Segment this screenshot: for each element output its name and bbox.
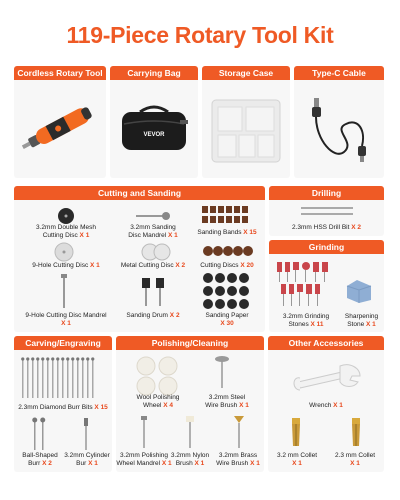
label-sanding-mandrel: 3.2mm Sanding Disc Mandrel X 1 xyxy=(128,224,178,239)
rotary-tool-image xyxy=(14,80,106,178)
label-sharpening-stone: Sharpening Stone X 1 xyxy=(344,313,379,328)
metal-disc-image xyxy=(140,240,172,264)
panel-carving-engraving xyxy=(14,336,112,472)
label-sanding-drum: Sanding Drum X 2 xyxy=(126,312,180,319)
steel-brush-image xyxy=(214,354,230,390)
cutting-discs-image xyxy=(202,240,254,262)
panel-header: Drilling xyxy=(269,186,384,200)
nylon-brush-image xyxy=(184,414,196,450)
panel-storage-case xyxy=(202,66,290,178)
panel-header: Grinding xyxy=(269,240,384,254)
panel-header: Cordless Rotary Tool xyxy=(14,66,106,80)
bag-logo: VEVOR xyxy=(143,132,165,138)
sharpening-stone-image xyxy=(343,278,373,304)
sanding-paper-image xyxy=(200,272,258,312)
ball-burr-image xyxy=(28,416,50,452)
label-hole-mandrel: 9-Hole Cutting Disc Mandrel X 1 xyxy=(25,312,107,327)
label-nylon-brush: 3.2mm Nylon Brush X 1 xyxy=(170,452,210,467)
panel-cutting-and-sanding xyxy=(14,186,265,332)
label-cylinder-bur: 3.2mm Cylinder Bur X 1 xyxy=(64,452,110,467)
panel-type-c-cable xyxy=(294,66,384,178)
panel-other-accessories xyxy=(268,336,384,472)
label-polish-mandrel: 3.2mm Polishing Wheel Mandrel X 1 xyxy=(116,452,172,467)
carrying-bag-image xyxy=(110,80,198,178)
cylinder-bur-image xyxy=(80,416,92,452)
label-hole-disc: 9-Hole Cutting Disc X 1 xyxy=(32,262,100,269)
panel-header: Other Accessories xyxy=(268,336,384,350)
label-sanding-bands: Sanding Bands X 15 xyxy=(197,229,257,236)
panel-header: Storage Case xyxy=(202,66,290,80)
burr-bits-image xyxy=(20,356,106,402)
label-cutting-discs: Cutting Discs X 20 xyxy=(200,262,254,269)
hole-disc-image xyxy=(52,240,76,264)
drill-bit-image xyxy=(299,204,355,218)
label-mesh-disc: 3.2mm Double Mesh Cutting Disc X 1 xyxy=(36,224,96,239)
hole-mandrel-image xyxy=(58,272,70,310)
label-collet-23: 2.3 mm Collet X 1 xyxy=(334,452,376,467)
panel-cordless-rotary-tool xyxy=(14,66,106,178)
label-wrench: Wrench X 1 xyxy=(309,402,343,409)
panel-drilling xyxy=(269,186,384,236)
sanding-mandrel-image xyxy=(134,206,174,226)
label-grinding-stones: 3.2mm Grinding Stones X 11 xyxy=(282,313,330,328)
page-title: 119-Piece Rotary Tool Kit xyxy=(66,22,334,48)
panel-header: Type-C Cable xyxy=(294,66,384,80)
panel-header: Cutting and Sanding xyxy=(14,186,265,200)
label-burr-bits: 2.3mm Diamond Burr Bits X 15 xyxy=(18,404,108,411)
label-sanding-paper: Sanding Paper X 30 xyxy=(205,312,249,327)
panel-header: Polishing/Cleaning xyxy=(116,336,264,350)
storage-case-image xyxy=(202,80,290,178)
label-collet-32: 3.2 mm Collet X 1 xyxy=(276,452,318,467)
collet-23-image xyxy=(348,416,364,450)
panel-header: Carving/Engraving xyxy=(14,336,112,350)
polish-mandrel-image xyxy=(138,414,150,450)
label-ball-burr: Ball-Shaped Burr X 2 xyxy=(22,452,58,467)
panel-polishing-cleaning xyxy=(116,336,264,472)
label-metal-disc: Metal Cutting Disc X 2 xyxy=(120,262,186,269)
collet-32-image xyxy=(288,416,304,450)
label-wool-wheel: Wool Polishing Wheel X 4 xyxy=(136,394,180,409)
type-c-cable-image xyxy=(294,80,384,178)
label-drill-bit: 2.3mm HSS Drill Bit X 2 xyxy=(291,224,361,231)
sanding-bands-image xyxy=(200,204,256,226)
label-brass-brush: 3.2mm Brass Wire Brush X 1 xyxy=(216,452,260,467)
panel-carrying-bag xyxy=(110,66,198,178)
label-steel-brush: 3.2mm Steel Wire Brush X 1 xyxy=(205,394,249,409)
panel-grinding xyxy=(269,240,384,332)
panel-header: Carrying Bag xyxy=(110,66,198,80)
wrench-image xyxy=(288,358,368,398)
sanding-drum-image xyxy=(138,276,168,308)
brass-brush-image xyxy=(232,414,246,450)
grinding-stones-image xyxy=(275,260,339,310)
